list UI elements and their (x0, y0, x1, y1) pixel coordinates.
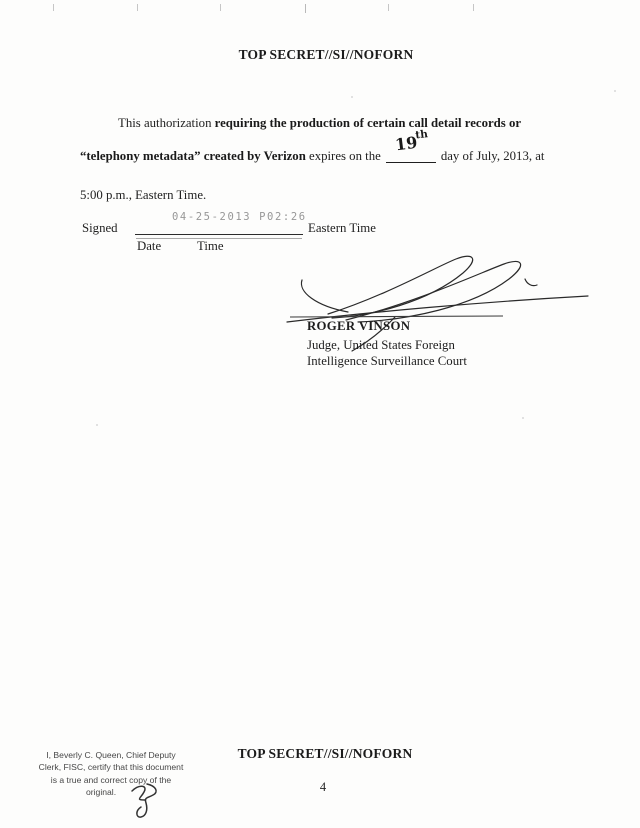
scan-tick (137, 4, 138, 11)
date-label: Date (137, 239, 162, 253)
signature-block (307, 319, 467, 369)
page-number: 4 (319, 780, 327, 794)
time-label: Time (197, 239, 224, 253)
date-time-blank-line (135, 234, 303, 235)
paragraph-line-1-bold: requiring the production of certain call detail records or (214, 115, 522, 130)
handwritten-day (393, 127, 431, 155)
handwritten-day-suffix: th (414, 127, 429, 142)
clerk-initials-signature (126, 779, 168, 821)
filed-date-time-stamp: 04-25-2013 P02:26 (172, 211, 307, 223)
signer-title-line-1: Judge, United States Foreign (307, 338, 455, 352)
certification-line-3: is a true and correct copy of the (50, 774, 172, 785)
paragraph-line-3: 5:00 p.m., Eastern Time. (80, 187, 207, 202)
scan-tick (220, 4, 221, 11)
paragraph-line-1-normal: This authorization (118, 115, 215, 130)
scan-tick (53, 4, 54, 11)
scan-speck (351, 96, 353, 98)
clerk-certification-stamp (18, 749, 204, 798)
scan-tick (305, 4, 306, 13)
paragraph-line-2-normal-a: expires on the (305, 148, 381, 163)
eastern-time-label: Eastern Time (308, 221, 376, 235)
scan-speck (522, 417, 524, 419)
scan-speck (96, 424, 98, 426)
certification-line-1: I, Beverly C. Queen, Chief Deputy (46, 750, 176, 760)
classification-banner-top: TOP SECRET//SI//NOFORN (238, 47, 414, 62)
scan-tick (473, 4, 474, 11)
day-blank-line (386, 127, 436, 163)
paragraph-line-2-normal-b: day of July, 2013, at (440, 148, 545, 163)
classification-banner-bottom: TOP SECRET//SI//NOFORN (237, 746, 413, 761)
handwritten-day-number: 19 (393, 132, 419, 155)
signature-line (290, 316, 503, 317)
scan-tick (388, 4, 389, 11)
certification-line-4: original. (86, 786, 117, 797)
paragraph-line-2-bold: “telephony metadata” created by Verizon (80, 148, 306, 163)
paragraph-line-1 (118, 116, 521, 131)
signed-label: Signed (82, 221, 118, 235)
scan-speck (614, 90, 616, 92)
signer-name: ROGER VINSON (307, 319, 411, 333)
signer-title-line-2: Intelligence Surveillance Court (307, 354, 467, 369)
certification-line-2: Clerk, FISC, certify that this document (38, 762, 184, 773)
paragraph-line-2 (80, 127, 545, 164)
